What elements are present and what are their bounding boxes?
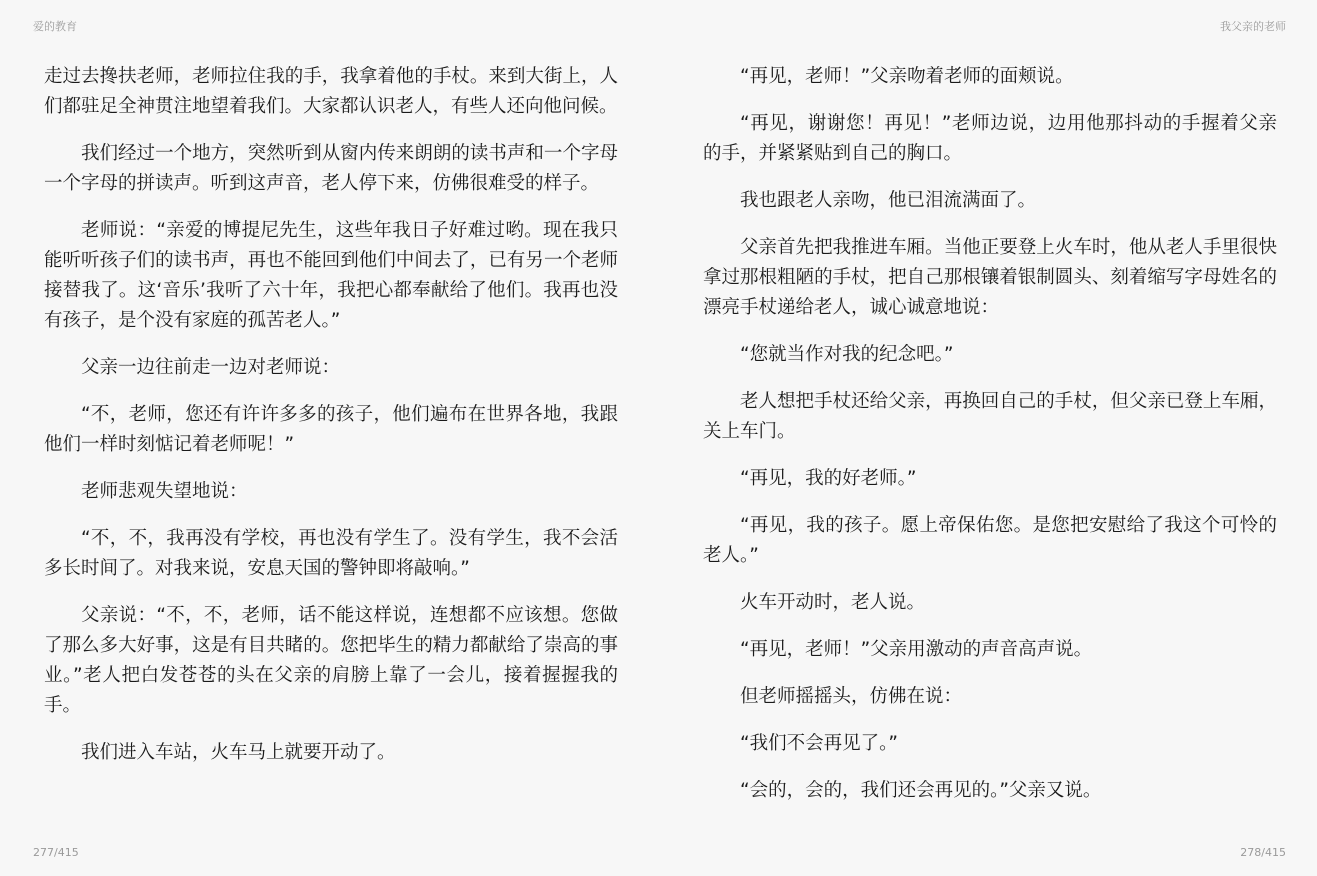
page-body-text xyxy=(44,62,618,785)
paragraph: “再见，老师！”父亲用激动的声音高声说。 xyxy=(740,639,1093,660)
paragraph: 走过去搀扶老师，老师拉住我的手，我拿着他的手杖。来到大街上，人们都驻足全神贯注地望着我们。大家都认识老人，有些人还向他问候。 xyxy=(44,66,618,117)
paragraph: 老人想把手杖还给父亲，再换回自己的手杖，但父亲已登上车厢，关上车门。 xyxy=(703,391,1277,442)
running-head-chapter-title: 我父亲的老师 xyxy=(1220,20,1286,33)
paragraph: “再见，我的好老师。” xyxy=(740,468,917,489)
paragraph: “我们不会再见了。” xyxy=(740,733,898,754)
paragraph: “会的，会的，我们还会再见的。”父亲又说。 xyxy=(740,780,1102,801)
paragraph: 父亲首先把我推进车厢。当他正要登上火车时，他从老人手里很快拿过那根粗陋的手杖，把自己那根镶着银制圆头、刻着缩写字母姓名的漂亮手杖递给老人，诚心诚意地说： xyxy=(703,237,1277,318)
page-number: 277/415 xyxy=(33,846,79,859)
paragraph: 我们经过一个地方，突然听到从窗内传来朗朗的读书声和一个字母一个字母的拼读声。听到这声音，老人停下来，仿佛很难受的样子。 xyxy=(44,143,618,194)
paragraph: “再见，老师！”父亲吻着老师的面颊说。 xyxy=(740,66,1074,87)
paragraph: 我们进入车站，火车马上就要开动了。 xyxy=(81,742,396,763)
right-page[interactable] xyxy=(658,0,1317,876)
paragraph: 我也跟老人亲吻，他已泪流满面了。 xyxy=(740,190,1037,211)
paragraph: “您就当作对我的纪念吧。” xyxy=(740,344,954,365)
page-body-text xyxy=(703,62,1277,823)
paragraph: 但老师摇摇头，仿佛在说： xyxy=(740,686,963,707)
left-page[interactable] xyxy=(0,0,658,876)
paragraph: 父亲一边往前走一边对老师说： xyxy=(81,357,341,378)
running-head-book-title: 爱的教育 xyxy=(33,20,77,33)
paragraph: “不，不，我再没有学校，再也没有学生了。没有学生，我不会活多长时间了。对我来说，安息天国的警钟即将敲响。” xyxy=(44,528,618,579)
paragraph: 老师说：“亲爱的博提尼先生，这些年我日子好难过哟。现在我只能听听孩子们的读书声，再也不能回到他们中间去了，已有另一个老师接替我了。这‘音乐’我听了六十年，我把心都奉献给了他们。我再也没有孩子，是个没有家庭的孤苦老人。” xyxy=(44,220,618,331)
paragraph: 老师悲观失望地说： xyxy=(81,481,248,502)
paragraph: “不，老师，您还有许许多多的孩子，他们遍布在世界各地，我跟他们一样时刻惦记着老师呢！” xyxy=(44,404,618,455)
paragraph: “再见，我的孩子。愿上帝保佑您。是您把安慰给了我这个可怜的老人。” xyxy=(703,515,1277,566)
page-number: 278/415 xyxy=(1240,846,1286,859)
paragraph: “再见，谢谢您！再见！”老师边说，边用他那抖动的手握着父亲的手，并紧紧贴到自己的胸口。 xyxy=(703,113,1277,164)
paragraph: 火车开动时，老人说。 xyxy=(740,592,926,613)
paragraph: 父亲说：“不，不，老师，话不能这样说，连想都不应该想。您做了那么多大好事，这是有目共睹的。您把毕生的精力都献给了崇高的事业。”老人把白发苍苍的头在父亲的肩膀上靠了一会儿，接着握握我的手。 xyxy=(44,605,618,716)
